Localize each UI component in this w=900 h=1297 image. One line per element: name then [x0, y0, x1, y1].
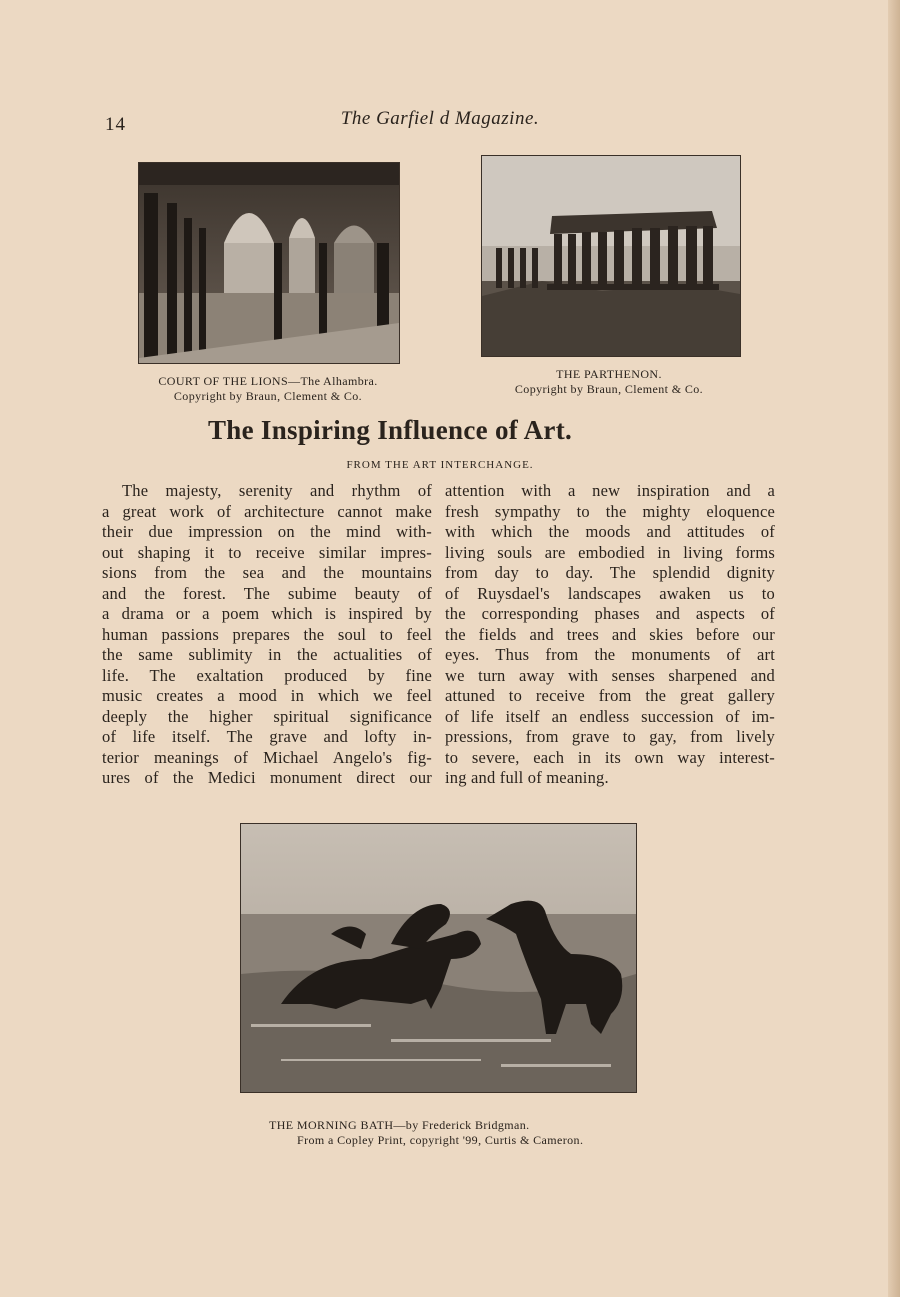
alhambra-caption-credit: Copyright by Braun, Clement & Co. [173, 389, 363, 403]
page-number: 14 [105, 114, 126, 135]
text-line: the same sublimity in the actualities of [102, 645, 432, 664]
text-line: sions from the sea and the mountains [102, 563, 432, 582]
article-right-column [445, 481, 775, 789]
morning-bath-photo [240, 823, 637, 1093]
text-line: a great work of architecture cannot make [102, 501, 432, 521]
alhambra-photo [138, 162, 400, 364]
running-head: The Garfiel d Magazine. [340, 108, 540, 129]
alhambra-illustration [139, 163, 399, 363]
morning-bath-caption [255, 1118, 655, 1148]
text-line: pressions, from grave to gay, from lively [445, 727, 775, 746]
alhambra-caption-title: COURT OF THE LIONS—The Alhambra. [158, 374, 378, 388]
text-line: fresh sympathy to the mighty eloquence [445, 501, 775, 521]
article-left-column [102, 481, 432, 789]
parthenon-caption-title: THE PARTHENON. [556, 367, 662, 381]
morning-bath-caption-credit: From a Copley Print, copyright '99, Curtis & Cameron. [297, 1133, 584, 1147]
text-line: The majesty, serenity and rhythm of [122, 481, 432, 500]
article-source: FROM THE ART INTERCHANGE. [346, 459, 534, 471]
text-line: the corresponding phases and aspects of [445, 604, 775, 623]
text-line: with which the moods and attitudes of [445, 522, 775, 541]
text-line: ures of the Medici monument direct our [102, 768, 432, 787]
text-line: and the forest. The subime beauty of [102, 583, 432, 603]
text-line: deeply the higher spiritual significance [102, 706, 432, 726]
alhambra-caption [118, 374, 418, 404]
text-line: out shaping it to receive similar impres- [102, 542, 432, 562]
text-line: eyes. Thus from the monuments of art [445, 645, 775, 664]
morning-bath-illustration [241, 824, 636, 1092]
text-line: from day to day. The splendid dignity [445, 563, 775, 582]
text-line: of life itself. The grave and lofty in- [102, 727, 432, 746]
text-line: of Ruysdael's landscapes awaken us to [445, 583, 775, 603]
text-line: living souls are embodied in living forms [445, 542, 775, 562]
text-line: the fields and trees and skies before our [445, 624, 775, 644]
text-line: music creates a mood in which we feel [102, 686, 432, 705]
parthenon-caption-credit: Copyright by Braun, Clement & Co. [514, 382, 704, 396]
text-line: life. The exaltation produced by fine [102, 665, 432, 685]
article-title: The Inspiring Influence of Art. [207, 415, 573, 445]
parthenon-photo [481, 155, 741, 357]
morning-bath-caption-title: THE MORNING BATH—by Frederick Bridgman. [269, 1118, 530, 1132]
text-line: of life itself an endless succession of im- [445, 706, 775, 726]
text-line: their due impression on the mind with- [102, 522, 432, 541]
parthenon-illustration [482, 156, 740, 356]
text-line: ing and full of meaning. [445, 768, 609, 787]
text-line: attention with a new inspiration and a [445, 481, 775, 500]
page-edge [888, 0, 900, 1297]
parthenon-caption [480, 367, 738, 397]
text-line: terior meanings of Michael Angelo's fig- [102, 747, 432, 767]
text-line: a drama or a poem which is inspired by [102, 604, 432, 623]
text-line: we turn away with senses sharpened and [445, 665, 775, 685]
text-line: human passions prepares the soul to feel [102, 624, 432, 644]
text-line: attuned to receive from the great gallery [445, 686, 775, 705]
text-line: to severe, each in its own way interest- [445, 747, 775, 767]
